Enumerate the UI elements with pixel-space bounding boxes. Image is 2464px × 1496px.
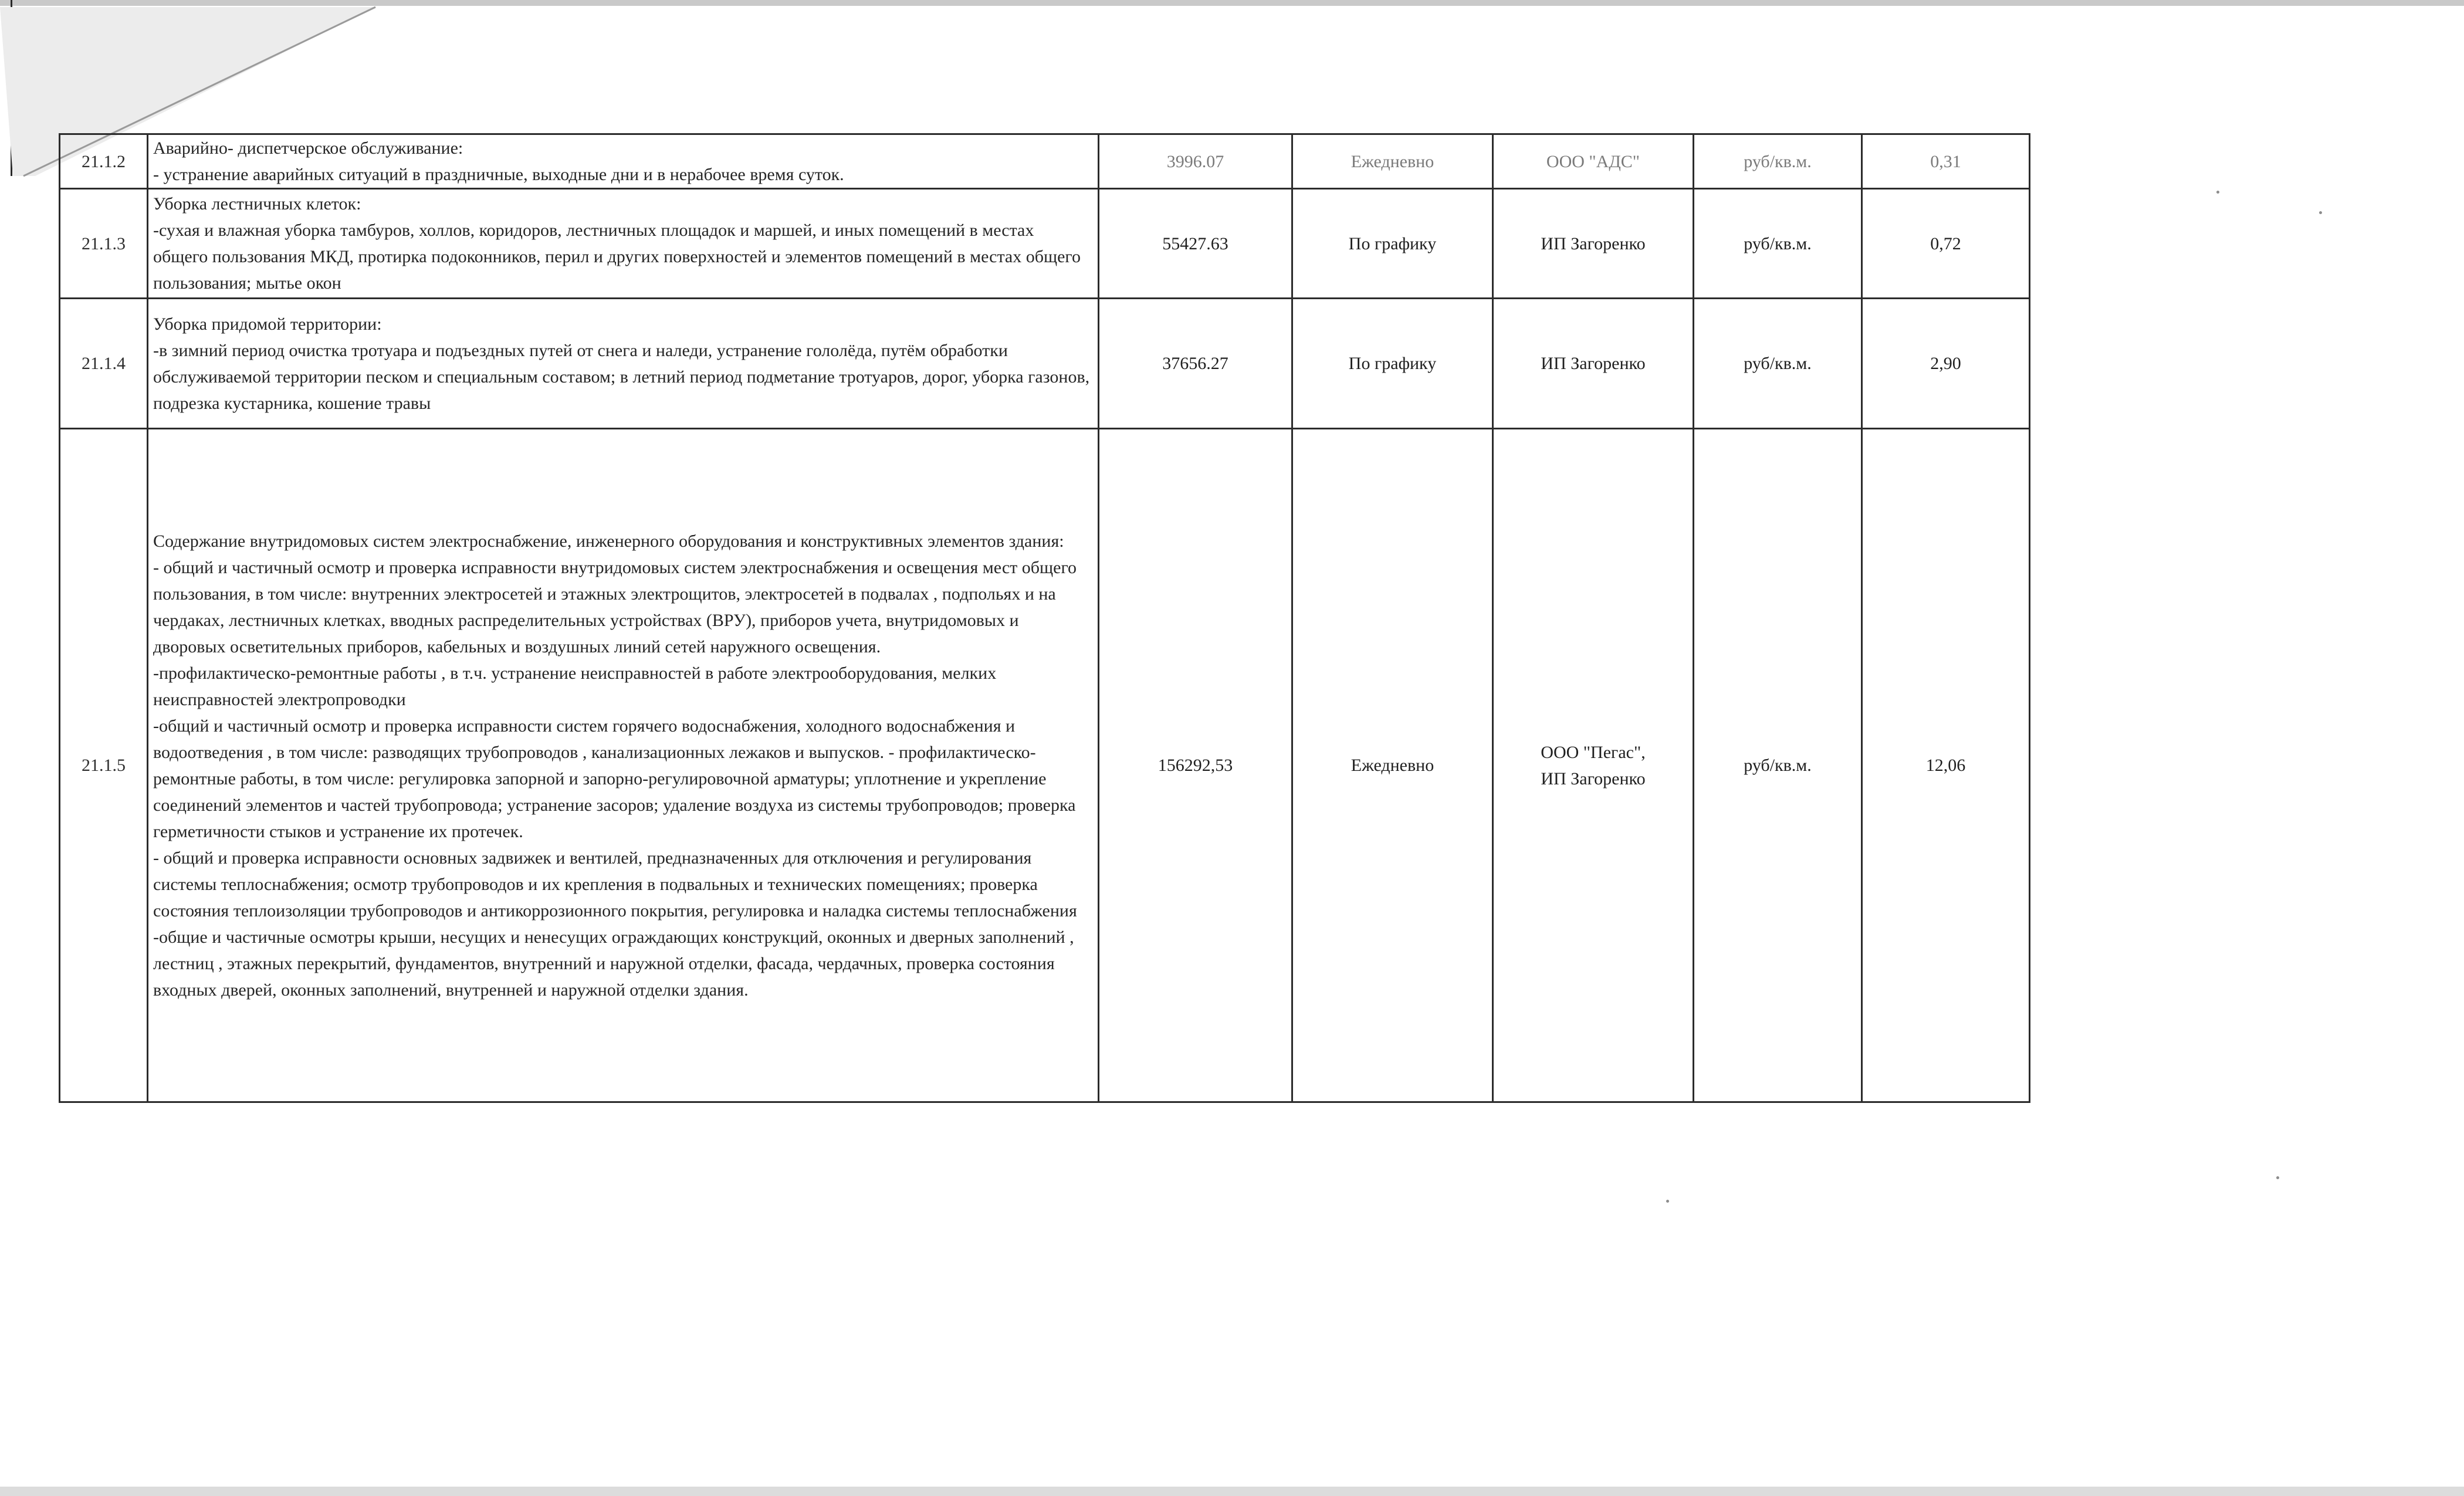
table-row xyxy=(60,189,2030,299)
item-unit: руб/кв.м. xyxy=(1694,299,1862,429)
table-row xyxy=(60,299,2030,429)
services-table xyxy=(59,133,2030,1103)
item-rate: 0,31 xyxy=(1862,134,2030,189)
item-frequency: Ежедневно xyxy=(1292,134,1493,189)
item-amount: 37656.27 xyxy=(1099,299,1292,429)
item-description: Уборка придомой территории: -в зимний период очистка тротуара и подъездных путей от снега и наледи, устранение гололёда, путём обработки обслуживаемой территории песком и специальным составом; в летний период подметание тротуаров, дорог, уборка газонов, подрезка кустарника, кошение травы xyxy=(148,299,1099,429)
item-rate: 12,06 xyxy=(1862,429,2030,1102)
scan-speck xyxy=(2319,211,2322,214)
item-description: Содержание внутридомовых систем электроснабжение, инженерного оборудования и конструктивных элементов здания: - общий и частичный осмотр и проверка исправности внутридомовых систем электроснабжения и освещения мест общего пользования, в том числе: внутренних электросетей и этажных электрощитов, электросетей в подвалах , подпольях и на чердаках, лестничных клетках, вводных распределительных устройствах (ВРУ), приборов учета, внутридомовых и дворовых осветительных приборов, кабельных и воздушных линий сетей наружного освещения. -профилактическо-ремонтные работы , в т.ч. устранение неисправностей в работе электрооборудования, мелких неисправностей электропроводки -общий и частичный осмотр и проверка исправности систем горячего водоснабжения, холодного водоснабжения и водоотведения , в том числе: разводящих трубопроводов , канализационных лежаков и выпусков. - профилактическо-ремонтные работы, в том числе: регулировка запорной и запорно-регулировочной арматуры; уплотнение и укрепление соединений элементов и частей трубопровода; устранение засоров; удаление воздуха из системы трубопроводов; проверка герметичности стыков и устранение их протечек. - общий и проверка исправности основных задвижек и вентилей, предназначенных для отключения и регулирования системы теплоснабжения; осмотр трубопроводов и их крепления в подвальных и технических помещениях; проверка состояния теплоизоляции трубопроводов и антикоррозионного покрытия, регулировка и наладка системы теплоснабжения -общие и частичные осмотры крыши, несущих и ненесущих ограждающих конструкций, оконных и дверных заполнений , лестниц , этажных перекрытий, фундаментов, внутренний и наружной отделки, фасада, чердачных, проверка состояния входных дверей, оконных заполнений, внутренней и наружной отделки здания. xyxy=(148,429,1099,1102)
item-unit: руб/кв.м. xyxy=(1694,189,1862,299)
item-rate: 2,90 xyxy=(1862,299,2030,429)
item-contractor: ООО "Пегас", ИП Загоренко xyxy=(1493,429,1694,1102)
item-number: 21.1.3 xyxy=(60,189,148,299)
item-contractor: ООО "АДС" xyxy=(1493,134,1694,189)
item-contractor: ИП Загоренко xyxy=(1493,299,1694,429)
item-description: Уборка лестничных клеток: -сухая и влажная уборка тамбуров, холлов, коридоров, лестничных площадок и маршей, и иных помещений в местах общего пользования МКД, протирка подоконников, перил и других поверхностей и элементов помещений в местах общего пользования; мытье окон xyxy=(148,189,1099,299)
scan-speck xyxy=(1666,1200,1669,1203)
scan-edge-bottom xyxy=(0,1487,2464,1496)
item-number: 21.1.4 xyxy=(60,299,148,429)
item-amount: 156292,53 xyxy=(1099,429,1292,1102)
table-row xyxy=(60,429,2030,1102)
item-unit: руб/кв.м. xyxy=(1694,134,1862,189)
item-frequency: По графику xyxy=(1292,189,1493,299)
table-row xyxy=(60,134,2030,189)
scan-speck xyxy=(2276,1176,2279,1179)
item-amount: 3996.07 xyxy=(1099,134,1292,189)
item-number: 21.1.5 xyxy=(60,429,148,1102)
item-unit: руб/кв.м. xyxy=(1694,429,1862,1102)
item-amount: 55427.63 xyxy=(1099,189,1292,299)
item-frequency: Ежедневно xyxy=(1292,429,1493,1102)
scan-speck xyxy=(2216,191,2219,194)
item-number: 21.1.2 xyxy=(60,134,148,189)
item-description: Аварийно- диспетчерское обслуживание: - устранение аварийных ситуаций в праздничные, выходные дни и в нерабочее время суток. xyxy=(148,134,1099,189)
item-frequency: По графику xyxy=(1292,299,1493,429)
item-contractor: ИП Загоренко xyxy=(1493,189,1694,299)
item-rate: 0,72 xyxy=(1862,189,2030,299)
